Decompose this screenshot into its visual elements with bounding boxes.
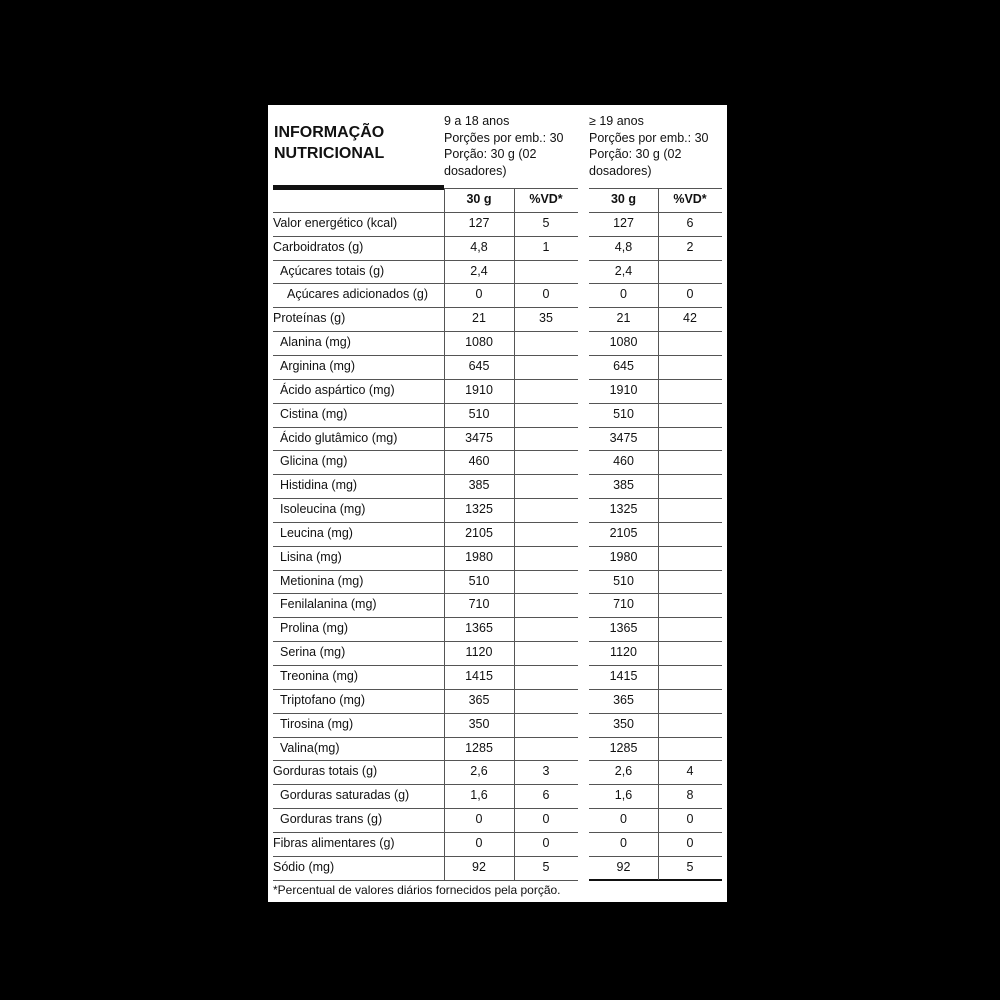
row-label: Valor energético (kcal): [273, 215, 398, 230]
row-value: 127: [613, 215, 634, 230]
row-value: 1080: [609, 335, 638, 350]
column-header: %VD*: [673, 192, 707, 206]
row-value: 92: [616, 859, 631, 874]
row-value: 1980: [609, 549, 638, 564]
row-value: 3: [542, 764, 550, 779]
row-label: Gorduras totais (g): [273, 764, 378, 779]
row-value: [514, 641, 578, 665]
row-value: 0: [686, 835, 694, 850]
row-value: [514, 403, 578, 427]
row-label: Triptofano (mg): [280, 692, 365, 707]
row-label: Valina(mg): [280, 740, 340, 755]
row-value: 510: [613, 406, 634, 421]
row-value: 21: [472, 311, 486, 326]
row-value: [514, 331, 578, 355]
row-label: Leucina (mg): [280, 525, 353, 540]
row-value: [514, 427, 578, 451]
row-label: Carboidratos (g): [273, 239, 364, 254]
row-value: 1910: [609, 382, 638, 397]
row-value: 460: [613, 454, 634, 469]
row-value: [514, 617, 578, 641]
row-value: 1415: [609, 669, 638, 683]
row-value: 350: [468, 716, 490, 731]
row-label: Metionina (mg): [280, 573, 364, 588]
row-value: 1,6: [614, 788, 633, 803]
row-label: Gorduras trans (g): [280, 812, 383, 827]
row-value: 645: [468, 358, 490, 373]
row-value: [514, 379, 578, 403]
row-value: 510: [613, 573, 634, 588]
row-value: [514, 355, 578, 379]
row-value: [514, 498, 578, 522]
row-value: 350: [613, 716, 634, 731]
row-value: [658, 522, 722, 546]
row-value: 0: [542, 835, 550, 850]
row-value: 460: [468, 454, 490, 469]
row-value: [658, 427, 722, 451]
row-value: [658, 260, 722, 284]
row-value: 0: [475, 287, 483, 302]
row-value: 5: [542, 215, 550, 230]
row-value: [514, 260, 578, 284]
row-value: 2: [686, 239, 694, 254]
row-value: 4: [686, 764, 694, 779]
row-value: [514, 450, 578, 474]
row-value: 510: [468, 406, 490, 421]
row-value: [658, 379, 722, 403]
row-label: Glicina (mg): [280, 454, 348, 469]
row-value: 2105: [609, 525, 638, 540]
row-label: Alanina (mg): [280, 335, 351, 350]
group-header-line: 9 a 18 anos: [444, 114, 510, 128]
row-value: 0: [620, 812, 627, 827]
row-value: [658, 403, 722, 427]
group-header-19-plus: [589, 113, 723, 179]
group-header-line: dosadores): [589, 163, 652, 178]
row-value: [514, 689, 578, 713]
row-value: 127: [468, 215, 490, 230]
row-value: 6: [686, 215, 694, 230]
nutrition-facts-panel: [268, 105, 727, 902]
row-value: 4,8: [614, 239, 633, 254]
row-value: [658, 713, 722, 737]
group-header-9-18: [444, 113, 578, 179]
row-value: 1365: [609, 621, 638, 636]
column-header: 30 g: [466, 192, 492, 206]
row-value: 21: [616, 311, 631, 326]
row-value: 1365: [465, 621, 493, 636]
row-value: [514, 474, 578, 498]
row-label: Açúcares adicionados (g): [287, 287, 429, 302]
row-value: 1415: [465, 669, 493, 683]
row-label: Arginina (mg): [280, 358, 356, 373]
row-value: [514, 522, 578, 546]
row-value: [658, 617, 722, 641]
row-value: 1980: [465, 549, 493, 564]
row-value: [658, 546, 722, 570]
row-value: [514, 593, 578, 617]
row-label: Histidina (mg): [280, 478, 358, 493]
row-value: 1,6: [470, 788, 488, 803]
row-label: Prolina (mg): [280, 621, 349, 636]
row-value: [658, 498, 722, 522]
row-label: Ácido glutâmico (mg): [280, 430, 398, 445]
row-value: 2,4: [470, 263, 488, 278]
row-label: Fenilalanina (mg): [280, 597, 377, 612]
title-line-1: INFORMAÇÃO: [274, 124, 385, 141]
row-value: 365: [468, 692, 490, 707]
row-value: 0: [686, 812, 694, 827]
row-value: 5: [686, 859, 694, 874]
row-value: 92: [472, 859, 486, 874]
row-value: 2,6: [470, 764, 488, 779]
row-value: 3475: [465, 430, 493, 445]
group-header-line: Porções por emb.: 30: [444, 130, 564, 145]
row-value: 0: [542, 287, 550, 302]
row-value: 1910: [465, 382, 493, 397]
row-value: 2105: [465, 525, 493, 540]
row-value: 1: [542, 239, 550, 254]
row-label: Isoleucina (mg): [280, 502, 366, 517]
row-value: 5: [542, 859, 550, 874]
group-header-line: Porção: 30 g (02: [589, 147, 682, 161]
row-value: 1285: [465, 740, 493, 755]
row-label: Lisina (mg): [280, 549, 342, 564]
row-label: Sódio (mg): [273, 859, 335, 874]
row-value: 35: [539, 311, 553, 326]
row-value: [658, 474, 722, 498]
row-value: 385: [468, 478, 490, 493]
row-value: 385: [613, 478, 634, 493]
group-header-line: Porção: 30 g (02: [444, 147, 537, 161]
row-value: [658, 355, 722, 379]
row-value: [514, 665, 578, 689]
row-value: 1080: [465, 335, 493, 350]
row-value: [658, 737, 722, 761]
row-value: [514, 546, 578, 570]
row-value: [658, 641, 722, 665]
row-value: 710: [613, 597, 634, 612]
row-value: 4,8: [470, 239, 488, 254]
title-divider-bar: [273, 185, 444, 190]
row-label: Fibras alimentares (g): [273, 835, 395, 850]
row-value: 6: [542, 788, 550, 803]
row-label: Tirosina (mg): [280, 716, 354, 731]
row-value: 710: [468, 597, 490, 612]
row-value: [658, 689, 722, 713]
row-value: 0: [686, 287, 694, 302]
row-label: Açúcares totais (g): [280, 263, 385, 278]
row-label: Gorduras saturadas (g): [280, 788, 410, 803]
row-value: [514, 737, 578, 761]
row-value: 2,6: [614, 764, 633, 779]
group-header-line: ≥ 19 anos: [589, 114, 644, 128]
row-label: Serina (mg): [280, 645, 346, 660]
row-value: 645: [613, 358, 634, 373]
row-value: 1120: [465, 645, 493, 660]
row-value: [658, 593, 722, 617]
bottom-rule: [273, 880, 578, 881]
row-value: 1120: [610, 645, 637, 660]
row-value: 8: [686, 788, 694, 803]
row-value: 0: [620, 835, 627, 850]
row-value: 2,4: [614, 263, 633, 278]
row-value: [658, 570, 722, 594]
group-header-line: dosadores): [444, 163, 507, 178]
row-value: 1285: [609, 740, 638, 755]
row-value: 3475: [609, 430, 638, 445]
row-value: 0: [620, 287, 627, 302]
footnote: *Percentual de valores diários fornecidos pela porção.: [273, 883, 561, 897]
row-value: [658, 331, 722, 355]
table-title: [274, 122, 384, 164]
group-header-line: Porções por emb.: 30: [589, 130, 709, 145]
row-value: [658, 450, 722, 474]
row-value: 42: [683, 311, 697, 326]
row-value: 1325: [609, 502, 638, 517]
row-value: [658, 665, 722, 689]
row-value: 0: [475, 812, 483, 827]
row-value: 510: [468, 573, 490, 588]
row-label: Cistina (mg): [280, 406, 348, 421]
row-value: 0: [475, 835, 483, 850]
row-value: [514, 713, 578, 737]
row-value: 365: [613, 692, 634, 707]
column-header: %VD*: [529, 192, 563, 206]
row-value: [514, 570, 578, 594]
row-value: 0: [542, 812, 550, 827]
row-label: Proteínas (g): [273, 311, 346, 326]
title-line-2: NUTRICIONAL: [274, 145, 385, 162]
row-value: 1325: [465, 502, 493, 517]
row-label: Treonina (mg): [280, 669, 359, 683]
column-header: 30 g: [610, 192, 636, 206]
row-label: Ácido aspártico (mg): [280, 382, 395, 397]
